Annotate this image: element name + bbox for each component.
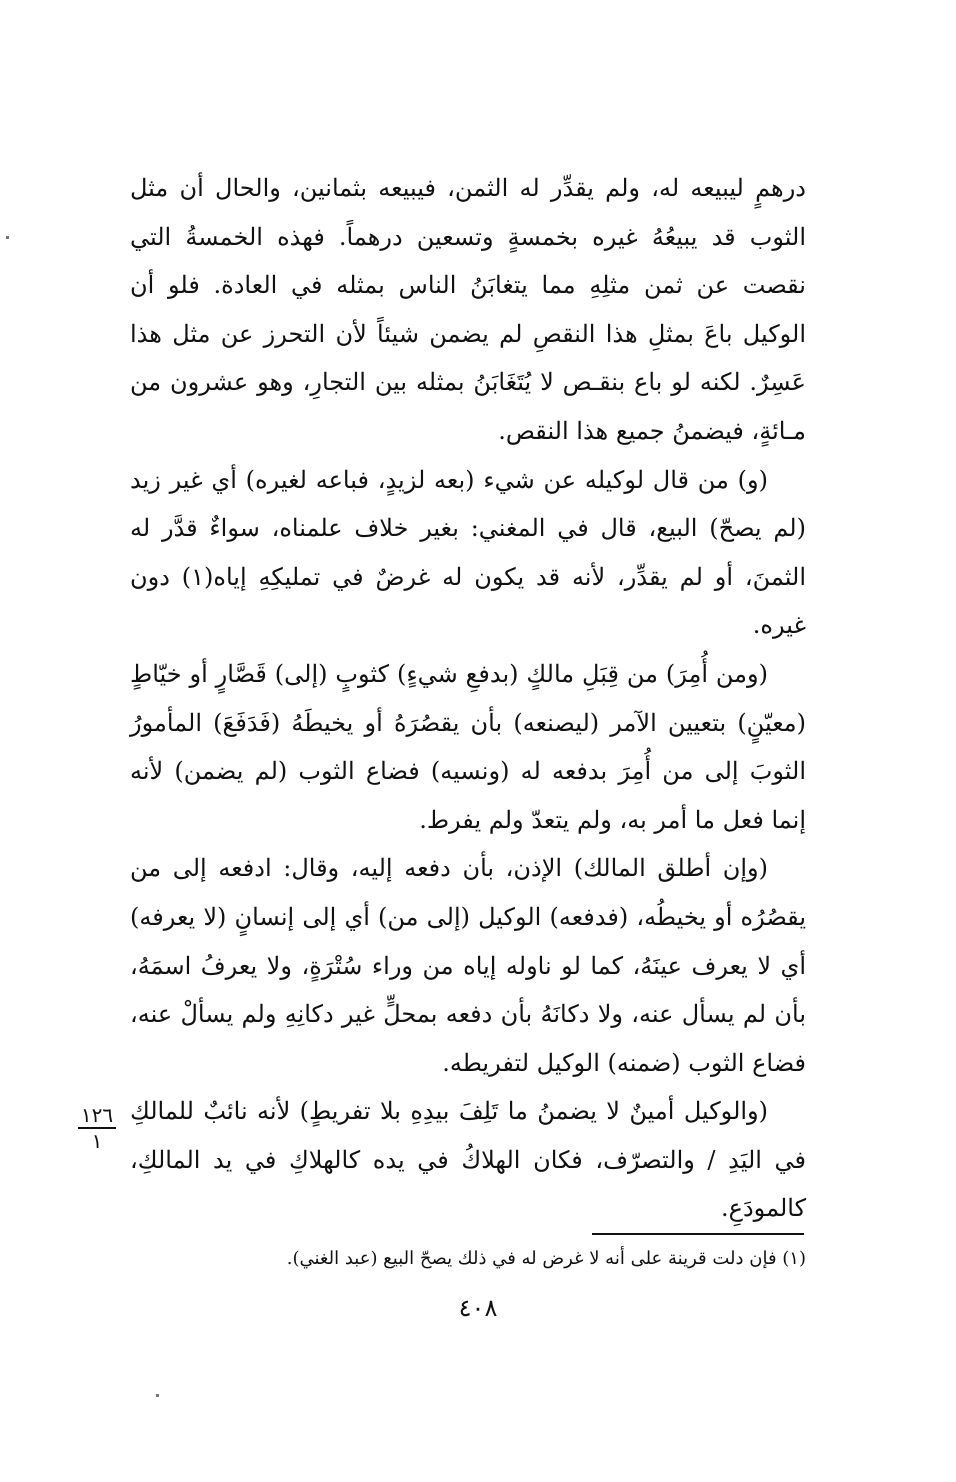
paragraph-1: درهمٍ ليبيعه له، ولم يقدِّر له الثمن، فيبيعه بثمانين، والحال أن مثل الثوب قد يبيعُهُ غيره بخمسةٍ وتسعين درهماً. فهذه الخمسةُ التي نقصت عن ثمن مثلِهِ مما يتغابَنُ الناس بمثله في العادة. فلو أن الوكيل باعَ بمثلِ هذا النقصِ لم يضمن شيئاً لأن التحرز عن مثل هذا عَسِرٌ. لكنه لو باع بنقـص لا يُتَغَابَنُ بمثله بين التجارِ، وهو عشرون من مـائةٍ، فيضمنُ جميع هذا النقص. [130, 174, 806, 445]
page-number: ٤٠٨ [458, 1294, 498, 1322]
paragraph-3: (ومن أُمِرَ) من قِبَلِ مالكٍ (بدفعِ شيءٍ) كثوبٍ (إلى) قَصَّارٍ أو خيّاطٍ (معيّنٍ) بتعيين الآمر (ليصنعه) بأن يقصُرَهُ أو يخيطَهُ (فَدَفَعَ) المأمورُ الثوبَ إلى من أُمِرَ بدفعه له (ونسيه) فضاع الثوب (لم يضمن) لأنه إنما فعل ما أمر به، ولم يتعدّ ولم يفرط. [130, 659, 806, 834]
paragraph-5: (والوكيل أمينٌ لا يضمنُ ما تَلِفَ بيدِهِ بلا تفريطٍ) لأنه نائبٌ للمالكِ في اليَدِ / والتصرّف، فكان الهلاكُ في يده كالهلاكِ في يد المالكِ، كالمودَعِ. [130, 1097, 806, 1223]
manuscript-folio-reference [78, 1104, 116, 1152]
footnote: (١) فإن دلت قرينة على أنه لا غرض له في ذلك يصحّ البيع (عبد الغني). [286, 1248, 806, 1269]
main-text [130, 164, 806, 1233]
folio-side: ١ [91, 1129, 103, 1153]
folio-number: ١٢٦ [78, 1104, 116, 1129]
paragraph-4: (وإن أطلق المالك) الإذن، بأن دفعه إليه، وقال: ادفعه إلى من يقصُرُه أو يخيطُه، (فدفعه) الوكيل (إلى من) أي إلى إنسانٍ (لا يعرفه) أي لا يعرف عينَهُ، كما لو ناوله إياه من وراء سُتْرَةٍ، ولا يعرفُ اسمَهُ، بأن لم يسأل عنه، ولا دكانَهُ بأن دفعه بمحلٍّ غير دكانِهِ ولم يسألْ عنه، فضاع الثوب (ضمنه) الوكيل لتفريطه. [130, 854, 806, 1077]
scan-speck [156, 1394, 159, 1397]
scan-speck [6, 236, 9, 239]
footnote-separator [592, 1233, 804, 1235]
paragraph-2: (و) من قال لوكيله عن شيء (بعه لزيدٍ، فباعه لغيره) أي غير زيد (لم يصحّ) البيع، قال في المغني: بغير خلاف علمناه، سواءٌ قدَّر له الثمنَ، أو لم يقدِّر، لأنه قد يكون له غرضٌ في تمليكِهِ إياه(١) دون غيره. [130, 465, 806, 640]
